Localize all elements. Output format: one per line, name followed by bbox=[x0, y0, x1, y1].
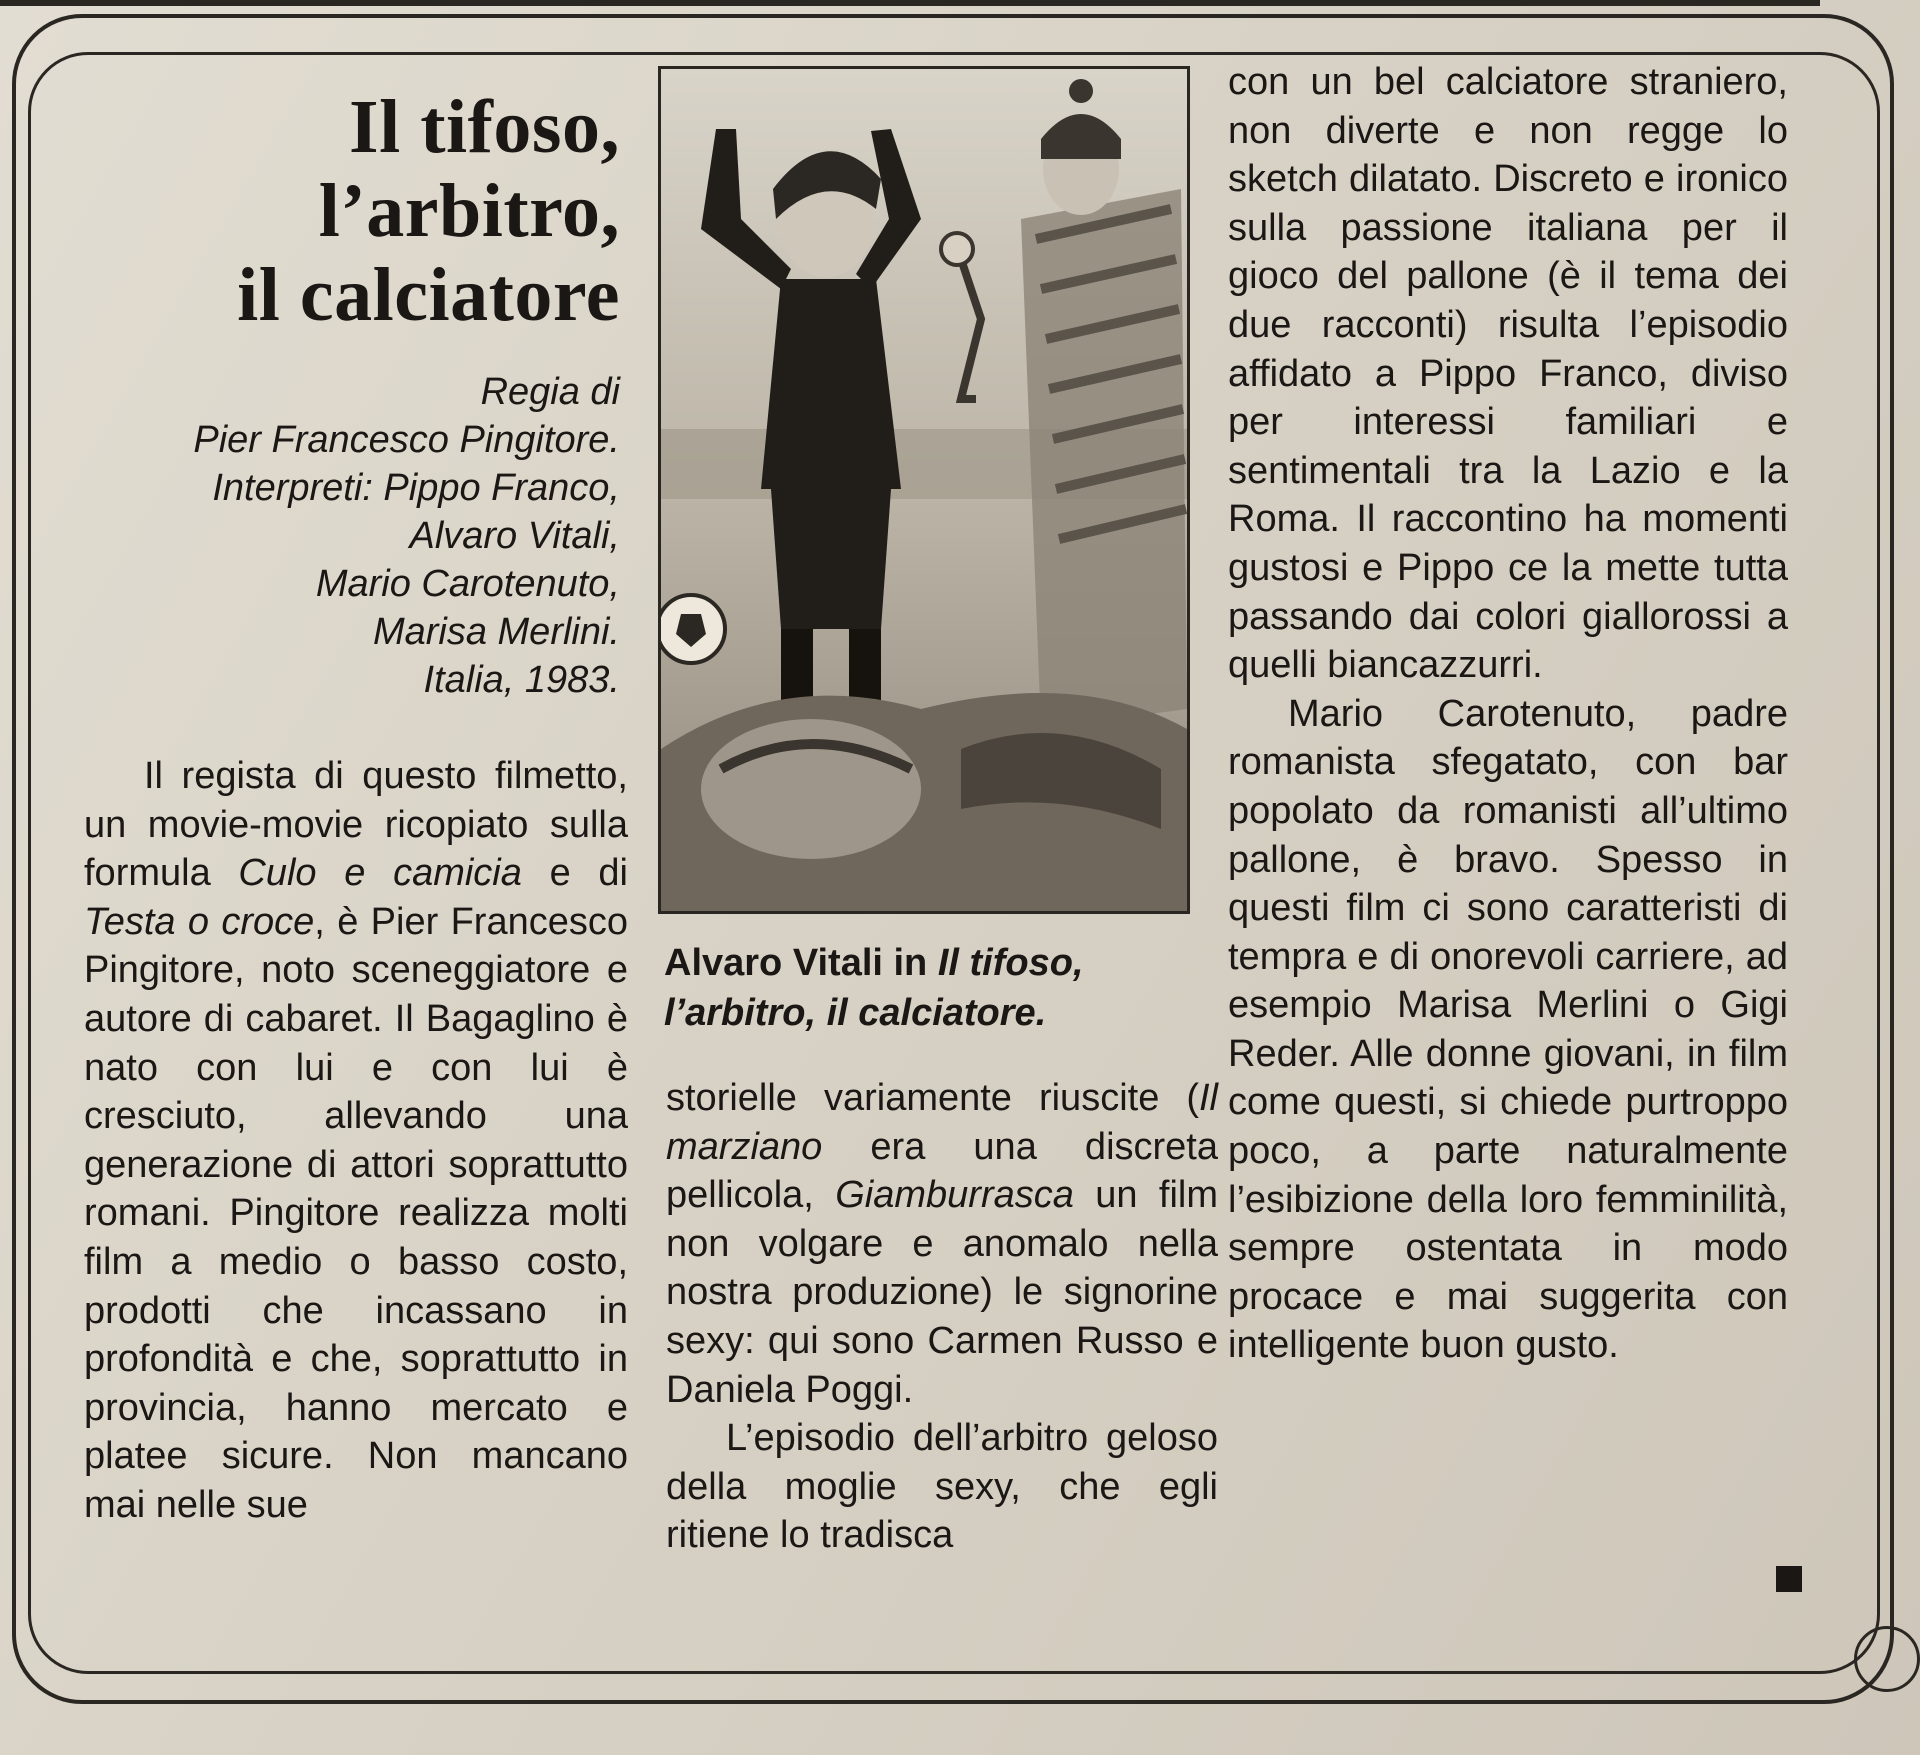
credit-line: Alvaro Vitali, bbox=[409, 515, 620, 557]
credit-line: Italia, 1983. bbox=[423, 659, 620, 701]
credit-line: Marisa Merlini. bbox=[372, 611, 620, 653]
photo-caption: Alvaro Vitali in Il tifoso, l’arbitro, il calciatore. bbox=[664, 942, 1084, 1034]
paragraph: L’episodio dell’arbitro geloso della moglie sexy, che egli ritiene lo tradisca bbox=[666, 1417, 1218, 1557]
text-column-2 bbox=[666, 1074, 1218, 1560]
paragraph: con un bel calciatore straniero, non diverte e non regge lo sketch dilatato. Discreto e ironico sulla passione italiana per il gioco del pallone (è il tema dei due racconti) risulta l’episodio affidato a Pippo Franco, diviso per interessi familiari e sentimentali tra la Lazio e la Roma. Il raccontino ha momenti gustosi e Pippo ce la mette tutta passando dai colori giallorossi a quelli biancazzurri. bbox=[1228, 61, 1788, 687]
referee-illustration bbox=[661, 69, 1187, 911]
end-of-article-mark bbox=[1776, 1566, 1802, 1592]
article-title bbox=[60, 85, 620, 337]
text-column-3 bbox=[1228, 58, 1788, 1370]
text-column-1 bbox=[84, 752, 628, 1530]
film-credits bbox=[60, 368, 620, 704]
film-still-photo bbox=[658, 66, 1190, 914]
paragraph: storielle variamente riuscite (Il marziano era una discreta pellicola, Giamburrasca un film non volgare e anomalo nella nostra produzione) le signorine sexy: qui sono Carmen Russo e Daniela Poggi. bbox=[666, 1077, 1219, 1411]
title-line-1: Il tifoso, bbox=[349, 85, 620, 169]
title-line-2: l’arbitro, bbox=[318, 169, 620, 253]
paragraph: Mario Carotenuto, padre romanista sfegatato, con bar popolato da romanisti all’ultimo pallone, è bravo. Spesso in questi film ci sono caratteristi di tempra e di onorevoli carriere, ad esempio Marisa Merlini o Gigi Reder. Alle donne giovani, in film come questi, si chiede purtroppo poco, a parte naturalmente l’esibizione della loro femminilità, sempre ostentata in modo procace e mai suggerita con intelligente buon gusto. bbox=[1228, 692, 1788, 1367]
credit-line: Interpreti: Pippo Franco, bbox=[212, 467, 620, 509]
credit-line: Mario Carotenuto, bbox=[315, 563, 620, 605]
credit-line: Pier Francesco Pingitore. bbox=[193, 419, 620, 461]
top-rule bbox=[0, 0, 1820, 6]
credit-line: Regia di bbox=[480, 371, 620, 413]
paragraph: Il regista di questo filmetto, un movie-movie ricopiato sulla formula Culo e camicia e di Testa o croce, è Pier Francesco Pingitore, noto sceneggiatore e autore di cabaret. Il Bagaglino è nato con lui e con lui è cresciuto, allevando una generazione di attori soprattutto romani. Pingitore realizza molti film a medio o basso costo, prodotti che incassano in profondità e che, soprattutto in provincia, hanno mercato e platee sicure. Non mancano mai nelle sue bbox=[84, 755, 628, 1526]
title-line-3: il calciatore bbox=[237, 253, 620, 337]
